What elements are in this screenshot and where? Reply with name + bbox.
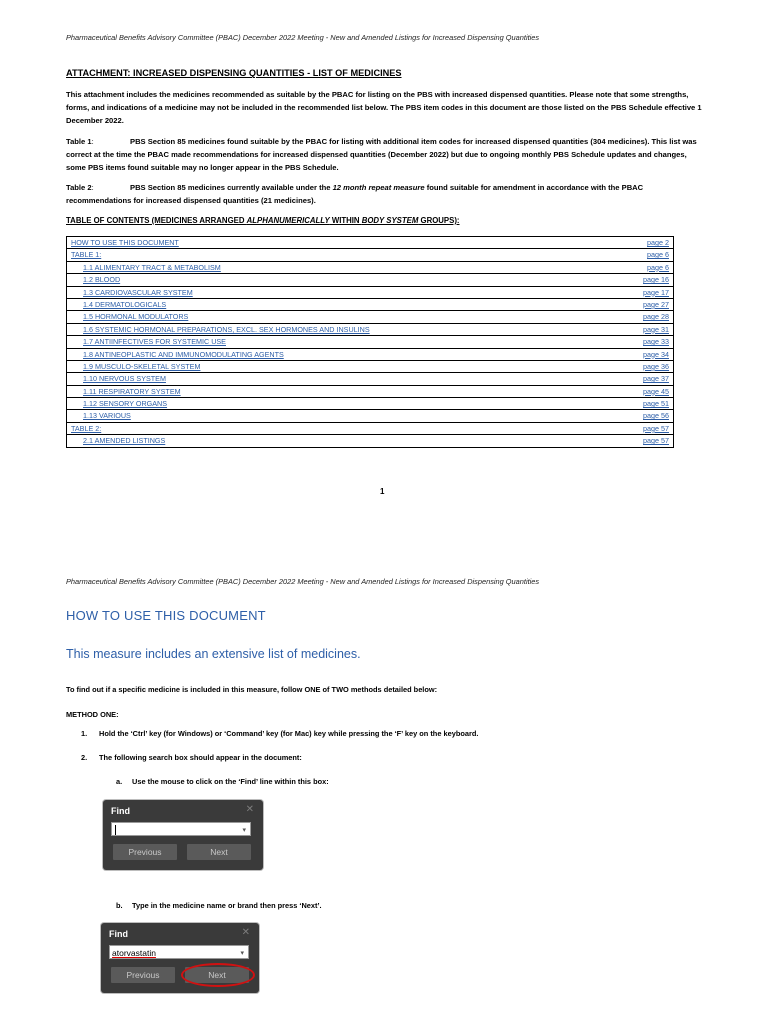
close-icon[interactable]: ✕	[245, 804, 254, 815]
find-out-instructions: To find out if a specific medicine is included in this measure, follow ONE of TWO methods detailed below:	[66, 685, 438, 694]
previous-button[interactable]: Previous	[113, 844, 177, 860]
toc-page[interactable]: page 33	[643, 337, 669, 347]
toc-label[interactable]: 1.9 MUSCULO-SKELETAL SYSTEM	[83, 361, 201, 371]
toc-page[interactable]: page 17	[643, 287, 669, 297]
toc-link-1-7[interactable]	[67, 336, 673, 348]
toc-label[interactable]: 1.12 SENSORY ORGANS	[83, 399, 168, 409]
toc-label[interactable]: 1.3 CARDIOVASCULAR SYSTEM	[83, 287, 193, 297]
table1-label: Table 1	[66, 137, 92, 146]
table2-text-a: PBS Section 85 medicines currently available under the	[130, 183, 333, 192]
toc-link-table-1[interactable]	[67, 249, 673, 261]
toc-link-how-to-use[interactable]	[67, 237, 673, 249]
toc-label[interactable]: 1.13 VARIOUS	[83, 411, 131, 421]
step-b-text: Type in the medicine name or brand then press ‘Next’.	[132, 901, 322, 910]
toc-page[interactable]: page 56	[643, 411, 669, 421]
toc-label[interactable]: HOW TO USE THIS DOCUMENT	[71, 238, 179, 247]
toc-link-1-12[interactable]	[67, 398, 673, 410]
highlight-circle	[181, 963, 255, 987]
toc-heading-c: GROUPS):	[418, 216, 460, 225]
toc-page[interactable]: page 36	[643, 361, 669, 371]
toc-page[interactable]: page 27	[643, 299, 669, 309]
table1-description: Table 1: PBS Section 85 medicines found suitable by the PBAC for listing with additional item codes for increased dispensed quantities (304 medicines). This list was correct at the time the PBAC made recommendations for increased dispensed quantities (December 2022) but due to ongoing monthly PBS Schedule updates and changes, some PBS items found suitable may no longer appear in the PBS Schedule.	[66, 137, 697, 172]
toc-label[interactable]: TABLE 2:	[71, 423, 102, 433]
step-b	[116, 901, 322, 910]
step-a	[116, 777, 329, 786]
toc-heading-a: TABLE OF CONTENTS (MEDICINES ARRANGED	[66, 216, 247, 225]
step-1	[81, 729, 478, 738]
table2-label: Table 2	[66, 183, 92, 192]
toc-page[interactable]: page 45	[643, 386, 669, 396]
toc-heading-em1: ALPHANUMERICALLY	[246, 216, 330, 225]
toc-page[interactable]: page 2	[647, 238, 669, 247]
toc-link-1-5[interactable]	[67, 311, 673, 323]
measure-subheading: This measure includes an extensive list of medicines.	[66, 647, 361, 661]
toc-heading-b: WITHIN	[329, 216, 362, 225]
how-to-use-heading: HOW TO USE THIS DOCUMENT	[66, 608, 266, 623]
chevron-down-icon[interactable]: ▾	[240, 950, 244, 957]
toc-label[interactable]: 1.8 ANTINEOPLASTIC AND IMMUNOMODULATING AGENTS	[83, 349, 284, 359]
toc-page[interactable]: page 37	[643, 374, 669, 384]
toc-heading	[66, 216, 460, 225]
toc-label[interactable]: 2.1 AMENDED LISTINGS	[83, 436, 166, 446]
find-input[interactable]	[109, 945, 249, 959]
toc-label[interactable]: 1.1 ALIMENTARY TRACT & METABOLISM	[83, 262, 221, 272]
running-header: Pharmaceutical Benefits Advisory Committee (PBAC) December 2022 Meeting - New and Amended Listings for Increased Dispensing Quantities	[66, 577, 540, 586]
find-dialog-empty	[103, 800, 263, 870]
find-dialog-title: Find	[111, 806, 130, 816]
toc-link-1-11[interactable]	[67, 386, 673, 398]
text-caret	[115, 825, 116, 835]
step-b-letter: b.	[116, 901, 123, 910]
toc-label[interactable]: 1.7 ANTIINFECTIVES FOR SYSTEMIC USE	[83, 337, 226, 347]
previous-button[interactable]: Previous	[111, 967, 175, 983]
close-icon[interactable]: ✕	[241, 927, 250, 938]
step-1-text: Hold the ‘Ctrl’ key (for Windows) or ‘Command’ key (for Mac) key while pressing the ‘F’ key on the keyboard.	[99, 729, 479, 738]
toc-link-table-2[interactable]	[67, 423, 673, 435]
table-of-contents	[66, 236, 674, 448]
toc-link-1-3[interactable]	[67, 287, 673, 299]
step-2-text: The following search box should appear in the document:	[99, 753, 302, 762]
toc-heading-em2: BODY SYSTEM	[361, 216, 419, 225]
toc-link-1-1[interactable]	[67, 262, 673, 274]
intro-paragraph: This attachment includes the medicines recommended as suitable by the PBAC for listing on the PBS with increased dispensed quantities. Please note that some strengths, forms, and indications of a medicine may not be included in the recommended list below. The PBS item codes in this document are those listed on the PBS Schedule effective 1 December 2022.	[66, 90, 702, 125]
toc-page[interactable]: page 16	[643, 275, 669, 285]
method-one-label: METHOD ONE:	[66, 710, 119, 719]
step-2-number: 2.	[81, 753, 88, 762]
table2-text-em: 12 month repeat measure	[332, 183, 425, 192]
find-input-value: atorvastatin	[112, 948, 156, 958]
toc-label[interactable]: 1.6 SYSTEMIC HORMONAL PREPARATIONS, EXCL. SEX HORMONES AND INSULINS	[83, 324, 370, 334]
table2-text-b: found suitable for amendment in accordance with the PBAC recommendations for increased dispensed quantities (21 medicines).	[66, 183, 644, 205]
find-dialog-filled	[101, 923, 259, 993]
toc-label[interactable]: 1.11 RESPIRATORY SYSTEM	[83, 386, 181, 396]
step-1-number: 1.	[81, 729, 88, 738]
toc-label[interactable]: 1.2 BLOOD	[83, 275, 121, 285]
toc-page[interactable]: page 57	[643, 423, 669, 433]
find-input[interactable]	[111, 822, 251, 836]
toc-link-1-6[interactable]	[67, 324, 673, 336]
toc-label[interactable]: 1.5 HORMONAL MODULATORS	[83, 312, 189, 322]
page-number: 1	[380, 487, 385, 496]
toc-page[interactable]: page 28	[643, 312, 669, 322]
toc-link-1-4[interactable]	[67, 299, 673, 311]
toc-page[interactable]: page 6	[647, 250, 669, 260]
table2-description: Table 2: PBS Section 85 medicines currently available under the 12 month repeat measure found suitable for amendment in accordance with the PBAC recommendations for increased dispensed quantities (21 medicines).	[66, 183, 644, 205]
table1-text: PBS Section 85 medicines found suitable by the PBAC for listing with additional item codes for increased dispensed quantities (304 medicines). This list was correct at the time the PBAC made recommendations for increased dispensed quantities (December 2022) but due to ongoing monthly PBS Schedule updates and changes, some PBS items found suitable may no longer appear in the PBS Schedule.	[66, 137, 697, 172]
step-a-letter: a.	[116, 777, 123, 786]
toc-label[interactable]: TABLE 1:	[71, 250, 102, 260]
next-button[interactable]: Next	[185, 967, 249, 983]
toc-link-1-9[interactable]	[67, 361, 673, 373]
toc-label[interactable]: 1.4 DERMATOLOGICALS	[83, 299, 167, 309]
toc-label[interactable]: 1.10 NERVOUS SYSTEM	[83, 374, 166, 384]
attachment-title: ATTACHMENT: INCREASED DISPENSING QUANTITIES - LIST OF MEDICINES	[66, 68, 402, 78]
chevron-down-icon[interactable]: ▾	[242, 827, 246, 834]
running-header: Pharmaceutical Benefits Advisory Committee (PBAC) December 2022 Meeting - New and Amended Listings for Increased Dispensing Quantities	[66, 33, 540, 42]
toc-page[interactable]: page 34	[643, 349, 669, 359]
toc-page[interactable]: page 31	[643, 324, 669, 334]
toc-link-1-13[interactable]	[67, 410, 673, 422]
step-a-text: Use the mouse to click on the ‘Find’ line within this box:	[132, 777, 329, 786]
toc-link-2-1[interactable]	[67, 435, 673, 446]
toc-page[interactable]: page 6	[647, 262, 669, 272]
next-button[interactable]: Next	[187, 844, 251, 860]
toc-link-1-10[interactable]	[67, 373, 673, 385]
toc-page[interactable]: page 51	[643, 399, 669, 409]
toc-link-1-2[interactable]	[67, 274, 673, 286]
page-2	[0, 560, 768, 1024]
step-2	[81, 753, 302, 762]
find-dialog-title: Find	[109, 929, 128, 939]
toc-link-1-8[interactable]	[67, 349, 673, 361]
toc-page[interactable]: page 57	[643, 436, 669, 446]
